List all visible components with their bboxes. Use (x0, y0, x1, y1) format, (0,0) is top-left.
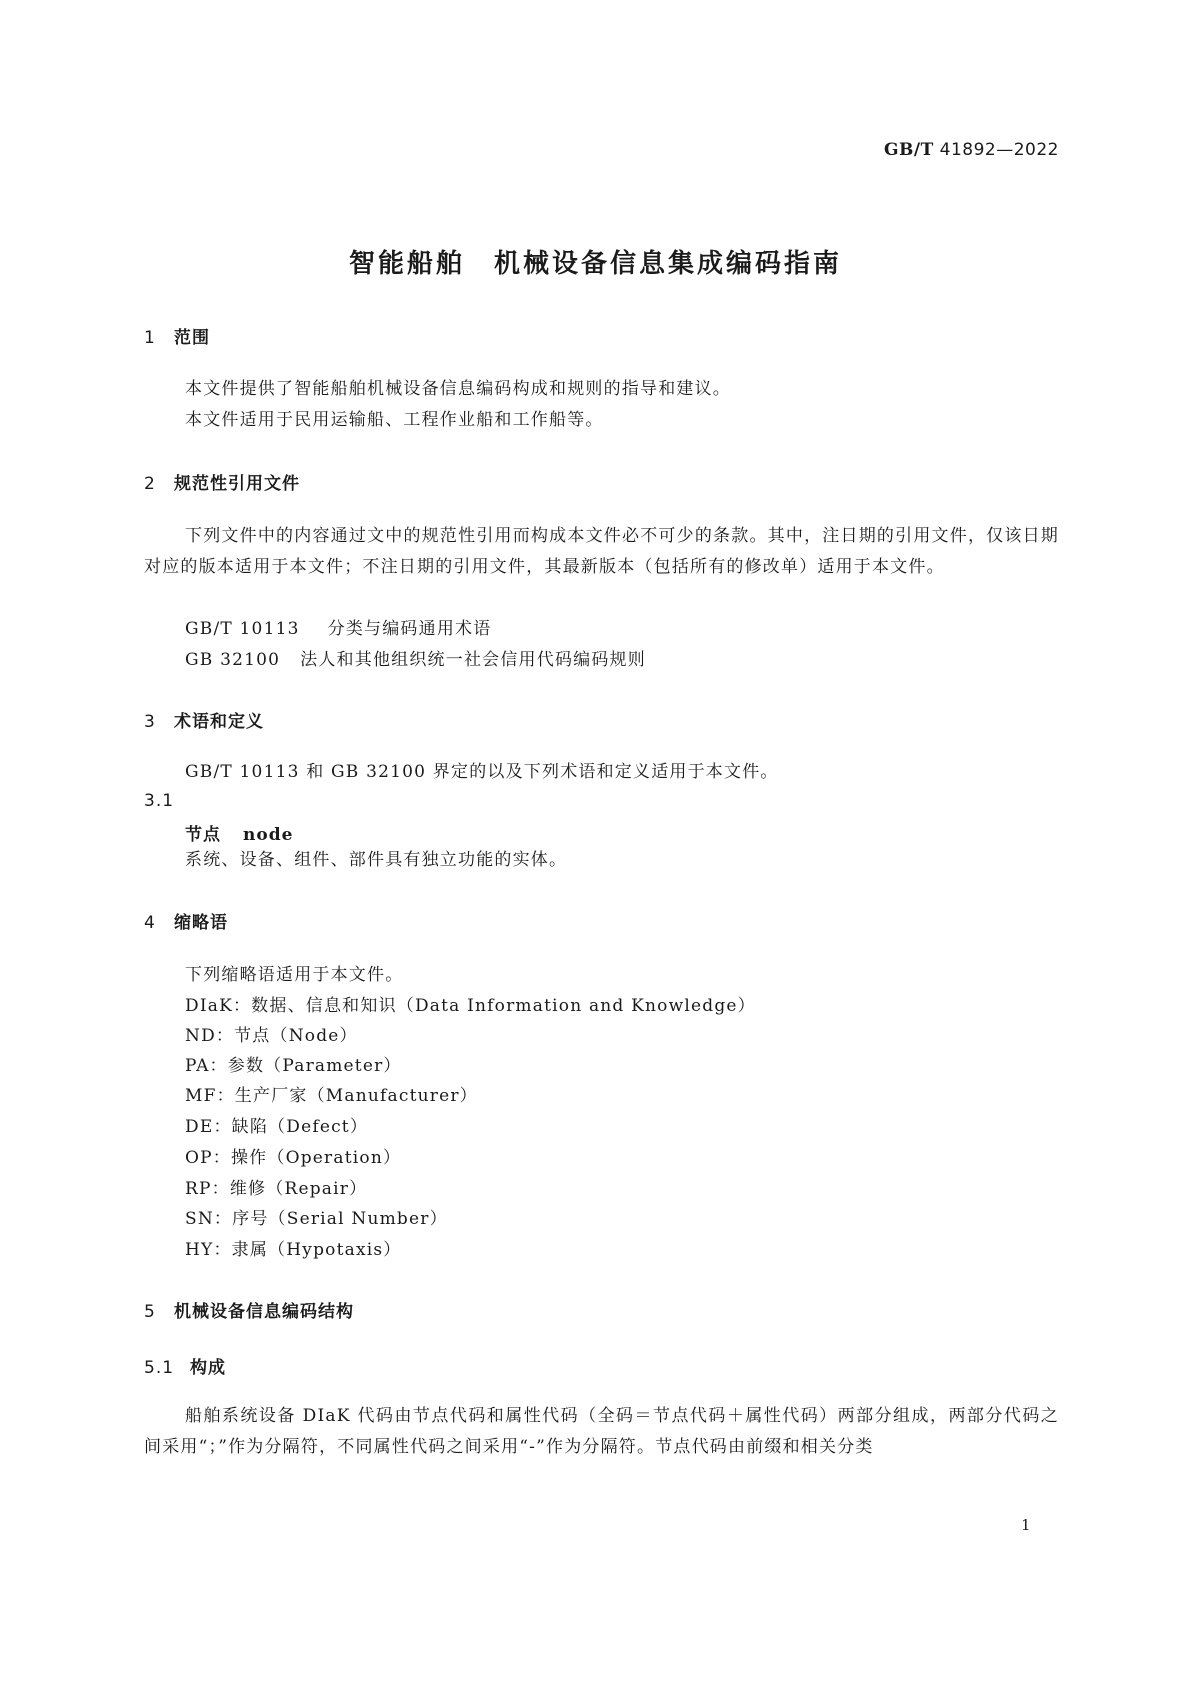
section-3-heading (144, 707, 264, 732)
section-2-heading (144, 469, 300, 494)
standard-prefix: GB/T (884, 140, 934, 160)
section-5-1-paragraph: 船舶系统设备 DIaK 代码由节点代码和属性代码（全码＝节点代码＋属性代码）两部分组成，两部分代码之间采用“；”作为分隔符，不同属性代码之间采用“-”作为分隔符。节点代码由前缀和相关分类 (144, 1406, 1059, 1457)
section-title: 机械设备信息编码结构 (174, 1302, 354, 1322)
document-title: 智能船舶 机械设备信息集成编码指南 (348, 249, 842, 279)
term-chinese: 节点 (185, 825, 221, 845)
section-title: 术语和定义 (174, 712, 264, 732)
abbreviation-item: SN：序号（Serial Number） (185, 1209, 448, 1229)
abbreviation-item: DIaK：数据、信息和知识（Data Information and Knowledge） (185, 996, 756, 1016)
section-number: 4 (144, 913, 156, 933)
section-4-intro: 下列缩略语适用于本文件。 (185, 965, 404, 985)
reference-name: 法人和其他组织统一社会信用代码编码规则 (300, 650, 646, 670)
subsection-number: 5.1 (144, 1358, 175, 1378)
standard-code (0, 140, 1059, 160)
term-label (185, 820, 293, 845)
section-1-paragraph-1: 本文件提供了智能船舶机械设备信息编码构成和规则的指导和建议。 (185, 379, 731, 399)
section-number: 5 (144, 1302, 156, 1322)
abbreviation-item: DE：缺陷（Defect） (185, 1117, 369, 1137)
abbreviation-item: MF：生产厂家（Manufacturer） (185, 1086, 478, 1106)
abbreviation-item: ND：节点（Node） (185, 1026, 358, 1046)
abbreviation-item: OP：操作（Operation） (185, 1148, 402, 1168)
section-title: 规范性引用文件 (174, 474, 300, 494)
term-number: 3.1 (144, 791, 175, 811)
reference-name: 分类与编码通用术语 (327, 619, 492, 639)
section-title: 范围 (174, 328, 210, 348)
abbreviation-item: PA：参数（Parameter） (185, 1056, 402, 1076)
reference-code: GB/T 10113 (185, 619, 300, 639)
standard-number: 41892—2022 (939, 140, 1059, 160)
subsection-title: 构成 (190, 1358, 226, 1378)
reference-item (185, 614, 491, 645)
subsection-5-1-heading (144, 1353, 226, 1378)
section-1-paragraph-2: 本文件适用于民用运输船、工程作业船和工作船等。 (185, 410, 604, 430)
abbreviation-item: HY：隶属（Hypotaxis） (185, 1240, 402, 1260)
section-3-intro: GB/T 10113 和 GB 32100 界定的以及下列术语和定义适用于本文件。 (185, 762, 779, 782)
reference-code: GB 32100 (185, 650, 281, 670)
term-english: node (243, 825, 294, 845)
reference-item (185, 645, 646, 676)
section-2-intro: 下列文件中的内容通过文中的规范性引用而构成本文件必不可少的条款。其中，注日期的引用文件，仅该日期对应的版本适用于本文件；不注日期的引用文件，其最新版本（包括所有的修改单）适用于本文件。 (144, 526, 1059, 577)
section-5-heading (144, 1297, 354, 1322)
section-1-heading (144, 323, 210, 348)
section-number: 1 (144, 328, 156, 348)
page-number: 1 (1021, 1516, 1031, 1534)
section-4-heading (144, 908, 228, 933)
term-definition: 系统、设备、组件、部件具有独立功能的实体。 (185, 850, 568, 870)
section-title: 缩略语 (174, 913, 228, 933)
section-number: 3 (144, 712, 156, 732)
abbreviation-item: RP：维修（Repair） (185, 1179, 368, 1199)
section-number: 2 (144, 474, 156, 494)
